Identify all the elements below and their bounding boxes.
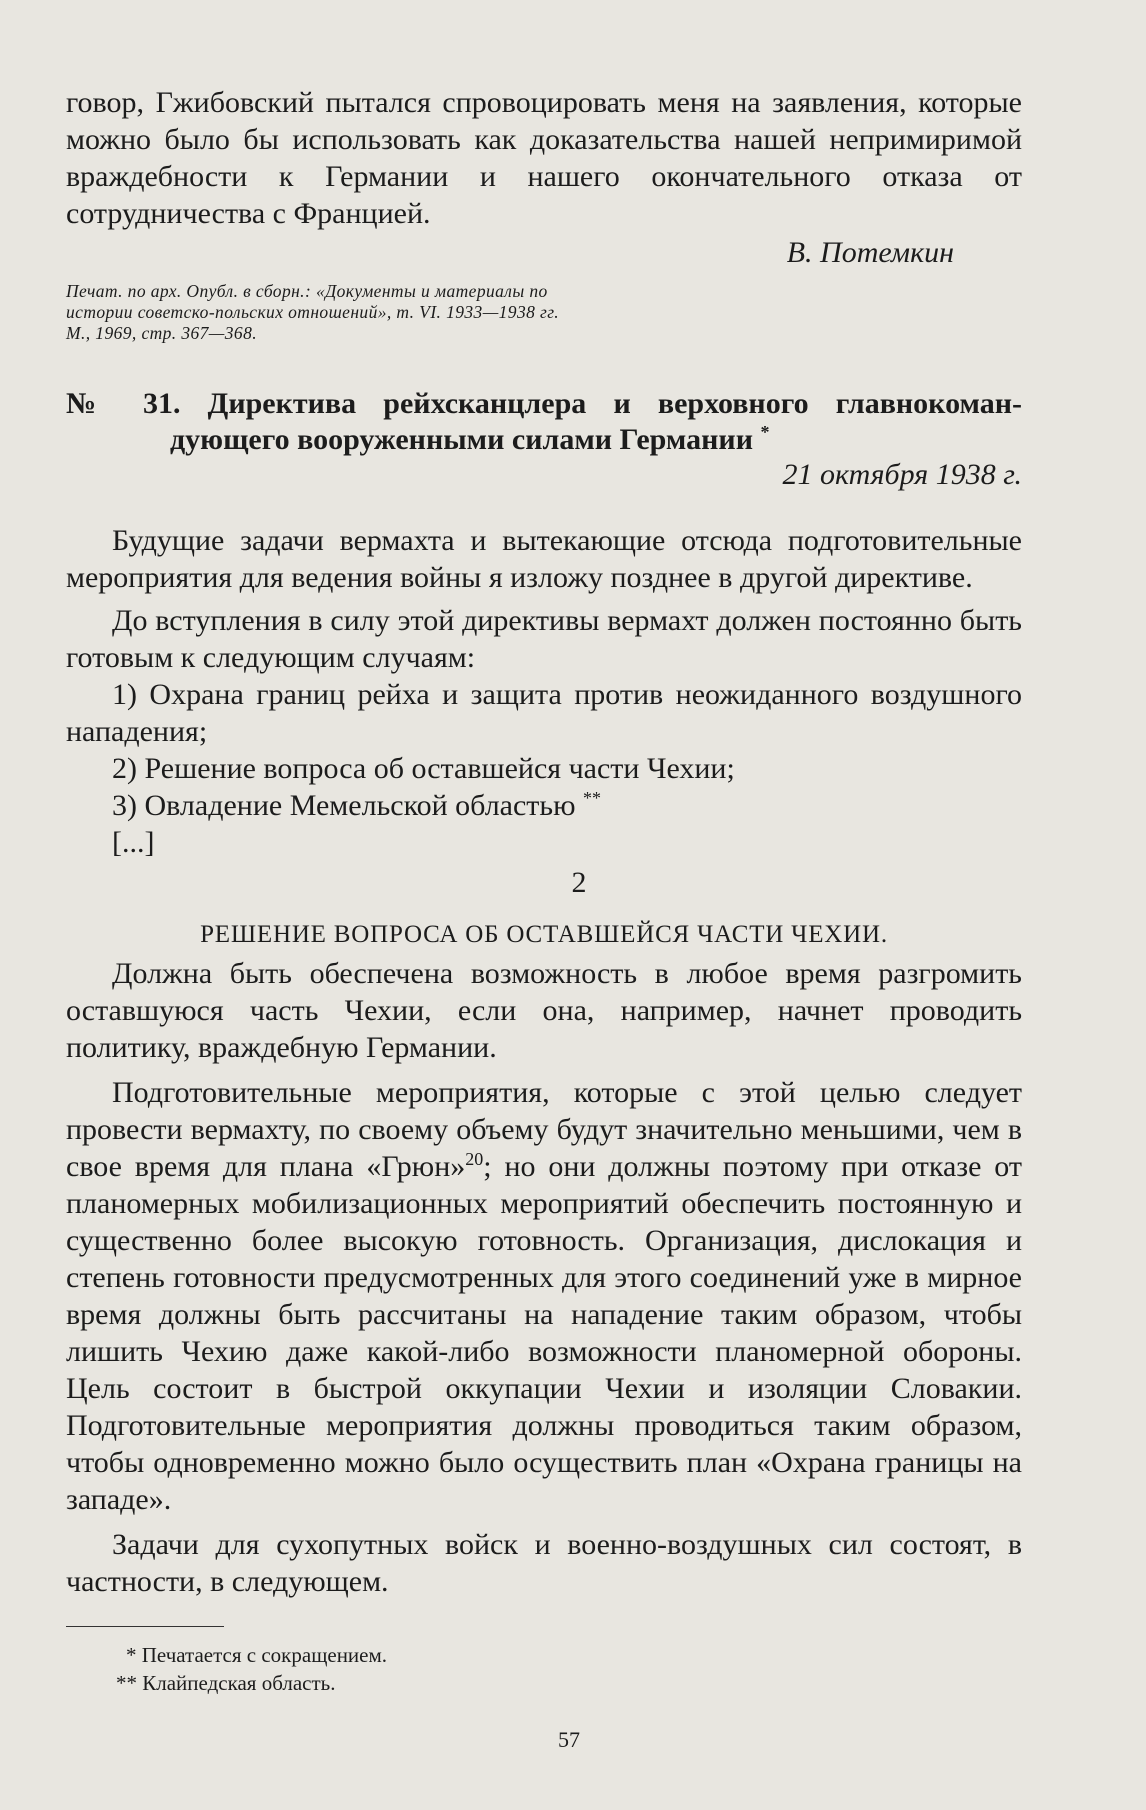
list-ellipsis: [...] xyxy=(112,826,155,859)
list-item-3-text: 3) Овладение Мемельской областью xyxy=(112,789,576,822)
list-item-2: 2) Решение вопроса об оставшейся части Чехии; xyxy=(112,752,735,785)
section-title: РЕШЕНИЕ ВОПРОСА ОБ ОСТАВШЕЙСЯ ЧАСТИ ЧЕХИИ. xyxy=(200,921,888,948)
list-item-3 xyxy=(66,787,1022,824)
list-item-3-footnote-mark: ** xyxy=(583,788,602,808)
page-number: 57 xyxy=(558,1727,580,1752)
paragraph-5: Задачи для сухопутных войск и военно-воздушных сил состоят, в частности, в следующем. xyxy=(66,1528,1022,1598)
intro-paragraph: говор, Гжибовский пытался спровоцировать меня на заявления, которые можно было бы использовать как доказательства нашей непримиримой враждебности к Германии и нашего окончательного отказа от сотрудничества с Францией. xyxy=(66,86,1022,230)
heading-line-2 xyxy=(66,422,1022,458)
footnote-divider xyxy=(66,1626,224,1627)
paragraph-1: Будущие задачи вермахта и вытекающие отсюда подготовительные мероприятия для ведения войны я изложу позднее в другой директиве. xyxy=(66,524,1022,594)
signature: В. Потемкин xyxy=(786,236,954,269)
paragraph-3: Должна быть обеспечена возможность в любое время разгромить оставшуюся часть Чехии, если она, например, начнет проводить политику, враждебную Германии. xyxy=(66,957,1022,1064)
footnote-1: * Печатается с сокращением. xyxy=(126,1643,388,1667)
source-note: Печат. по арх. Опубл. в сборн.: «Документы и материалы по истории советско-польских отношений», т. VI. 1933—1938 гг. М., 1969, стр. 367—368. xyxy=(66,281,560,343)
paragraph-4 xyxy=(66,1074,1022,1518)
paragraph-2: До вступления в силу этой директивы вермахт должен постоянно быть готовым к следующим случаям: xyxy=(66,604,1022,674)
section-number: 2 xyxy=(571,866,587,899)
document-date: 21 октября 1938 г. xyxy=(782,458,1022,491)
paragraph-4-part-a: Подготовительные мероприятия, которые с этой целью следует провести вермахту, по своему объему будут значительно меньшими, чем в свое время для плана «Грюн» xyxy=(66,1076,1022,1183)
heading-footnote-mark: * xyxy=(760,422,770,442)
paragraph-4-ref: 20 xyxy=(465,1149,484,1169)
document-heading xyxy=(66,386,1022,458)
book-page xyxy=(66,84,1022,1753)
paragraph-4-part-b: ; но они должны поэтому при отказе от планомерных мобилизационных мероприятий обеспечить постоянную и существенно более высокую готовность. Организация, дислокация и степень готовности предусмотренных для этого соединений уже в мирное время должны быть рассчитаны на нападение таким образом, чтобы лишить Чехию даже какой-либо возможности планомерной обороны. Цель состоит в быстрой оккупации Чехии и изоляции Словакии. Подготовительные мероприятия должны проводиться таким образом, чтобы одновременно можно было осуществить план «Охрана границы на западе». xyxy=(66,1150,1023,1516)
footnote-2: ** Клайпедская область. xyxy=(116,1671,336,1695)
list-item-1: 1) Охрана границ рейха и защита против неожиданного воздушного нападения; xyxy=(66,678,1022,748)
heading-line-2-text: дующего вооруженными силами Германии xyxy=(170,423,753,456)
heading-line-1: № 31. Директива рейхсканцлера и верховного главнокоман- xyxy=(66,387,1022,420)
